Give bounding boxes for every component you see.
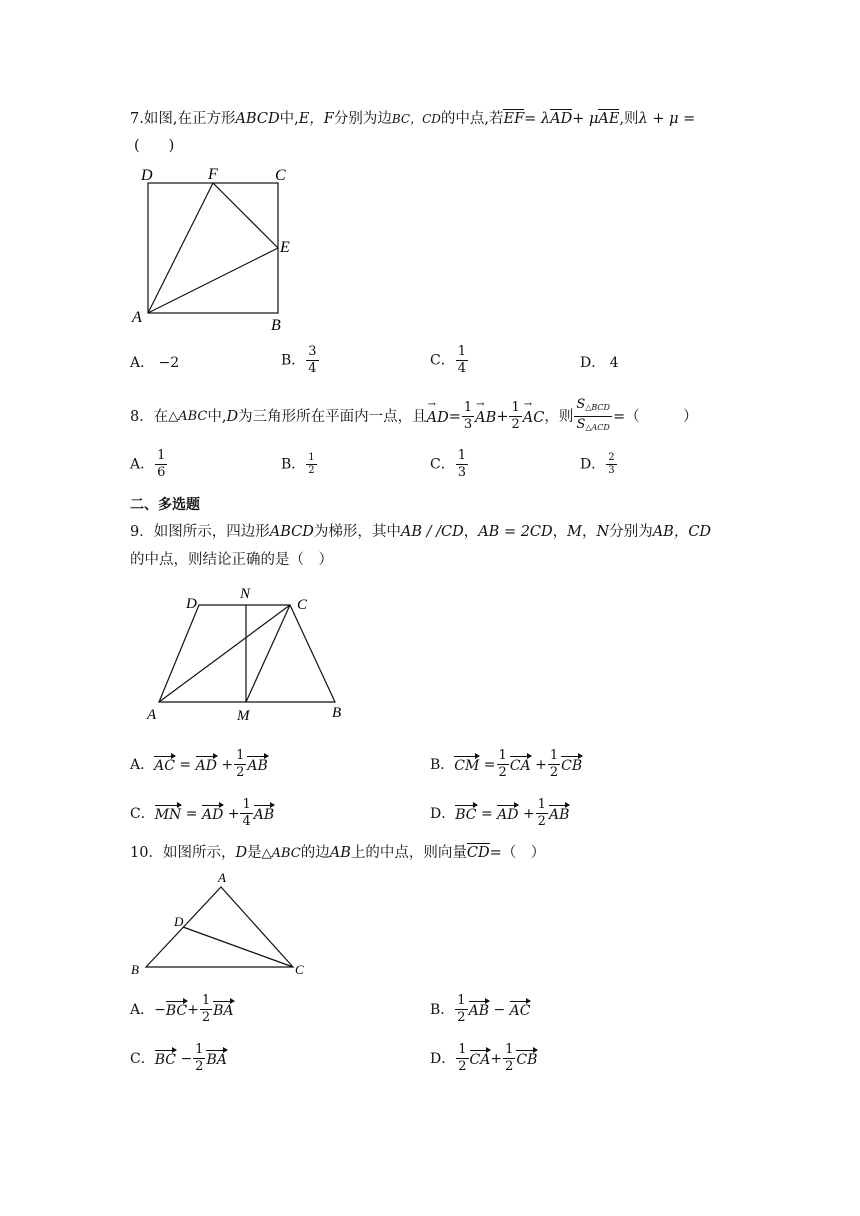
label-f: F	[208, 166, 218, 183]
q7-option-c[interactable]: C． $\frac{1}{4}$	[430, 344, 466, 376]
q9-option-c[interactable]: C． MN = AD + $\frac{1}{4}$ AB	[130, 797, 275, 829]
label-n: N	[240, 586, 251, 602]
label-c: C	[275, 167, 286, 184]
label-c: C	[295, 962, 304, 977]
q10-triangle-figure	[128, 868, 318, 980]
q9-stem-line2: 的中点，则结论正确的是（ ）	[130, 552, 333, 568]
q9-stem: 9．如图所示，四边形ABCD为梯形，其中AB / /CD，AB = 2CD，M，N分别为AB，CD	[130, 524, 712, 540]
label-e: E	[280, 239, 290, 256]
q10-stem: 10．如图所示，D是△ABC的边AB上的中点，则向量CD=（ ）	[130, 842, 545, 864]
vec-ad: AD	[550, 108, 572, 127]
label-m: M	[237, 708, 250, 724]
q10-option-b[interactable]: B． $\frac{1}{2}$ AB − AC	[430, 993, 531, 1025]
q9-trapezoid-figure	[140, 584, 360, 724]
q10-number: 10．	[130, 845, 163, 861]
q8-number: 8．	[130, 408, 154, 425]
label-a: A	[147, 707, 157, 723]
label-d: D	[186, 596, 197, 612]
q10-option-a[interactable]: A． − BC + $\frac{1}{2}$ BA	[130, 993, 234, 1025]
q9-option-a[interactable]: A． AC = AD + $\frac{1}{2}$ AB	[130, 748, 268, 780]
label-d: D	[141, 167, 153, 184]
q7-option-b[interactable]: B． $\frac{3}{4}$	[281, 344, 317, 376]
label-b: B	[271, 317, 281, 334]
q10-option-d[interactable]: D． $\frac{1}{2}$ CA + $\frac{1}{2}$ CB	[430, 1042, 538, 1074]
q9-number: 9．	[130, 524, 154, 540]
label-b: B	[131, 962, 139, 977]
label-d: D	[174, 914, 184, 929]
q8-option-a[interactable]: A． $\frac{1}{6}$	[130, 448, 166, 480]
section-title: 二、多选题	[130, 497, 200, 513]
label-b: B	[332, 705, 342, 721]
vec-ae: AE	[598, 108, 619, 127]
q7-option-d[interactable]: D． 4	[580, 355, 619, 371]
q9-option-d[interactable]: D． BC = AD + $\frac{1}{2}$ AB	[430, 797, 570, 829]
q8-option-b[interactable]: B． $\frac{1}{2}$	[281, 452, 315, 476]
q7-square-figure	[128, 162, 308, 336]
q9-option-b[interactable]: B． CM = $\frac{1}{2}$ CA + $\frac{1}{2}$ CB	[430, 748, 583, 780]
q8-option-d[interactable]: D． $\frac{2}{3}$	[580, 452, 615, 476]
q7-number: 7.	[130, 111, 144, 127]
vec-ef: EF	[503, 108, 524, 127]
q7-option-a[interactable]: A． −2	[130, 355, 180, 371]
q10-option-c[interactable]: C． BC − $\frac{1}{2}$ BA	[130, 1042, 227, 1074]
q8-option-c[interactable]: C． $\frac{1}{3}$	[430, 448, 466, 480]
label-c: C	[297, 597, 308, 613]
q7-paren: ( )	[134, 138, 175, 154]
q7-stem: 7.如图,在正方形ABCD中,E，F分别为边BC，CD的中点,若EF= λAD+ μAE,则λ + μ =	[130, 108, 695, 129]
label-a: A	[132, 309, 142, 326]
q8-stem: 8． 在 △ABC 中, D 为三角形所在平面内一点，且 AD → = $\frac{1}{3}$ AB → + $\frac{1}{2}$ AC → ，则 $\frac{S_{\triangle BCD}}{S_{\triangle ACD}}$ =（ ）	[130, 397, 698, 436]
label-a: A	[218, 870, 226, 885]
